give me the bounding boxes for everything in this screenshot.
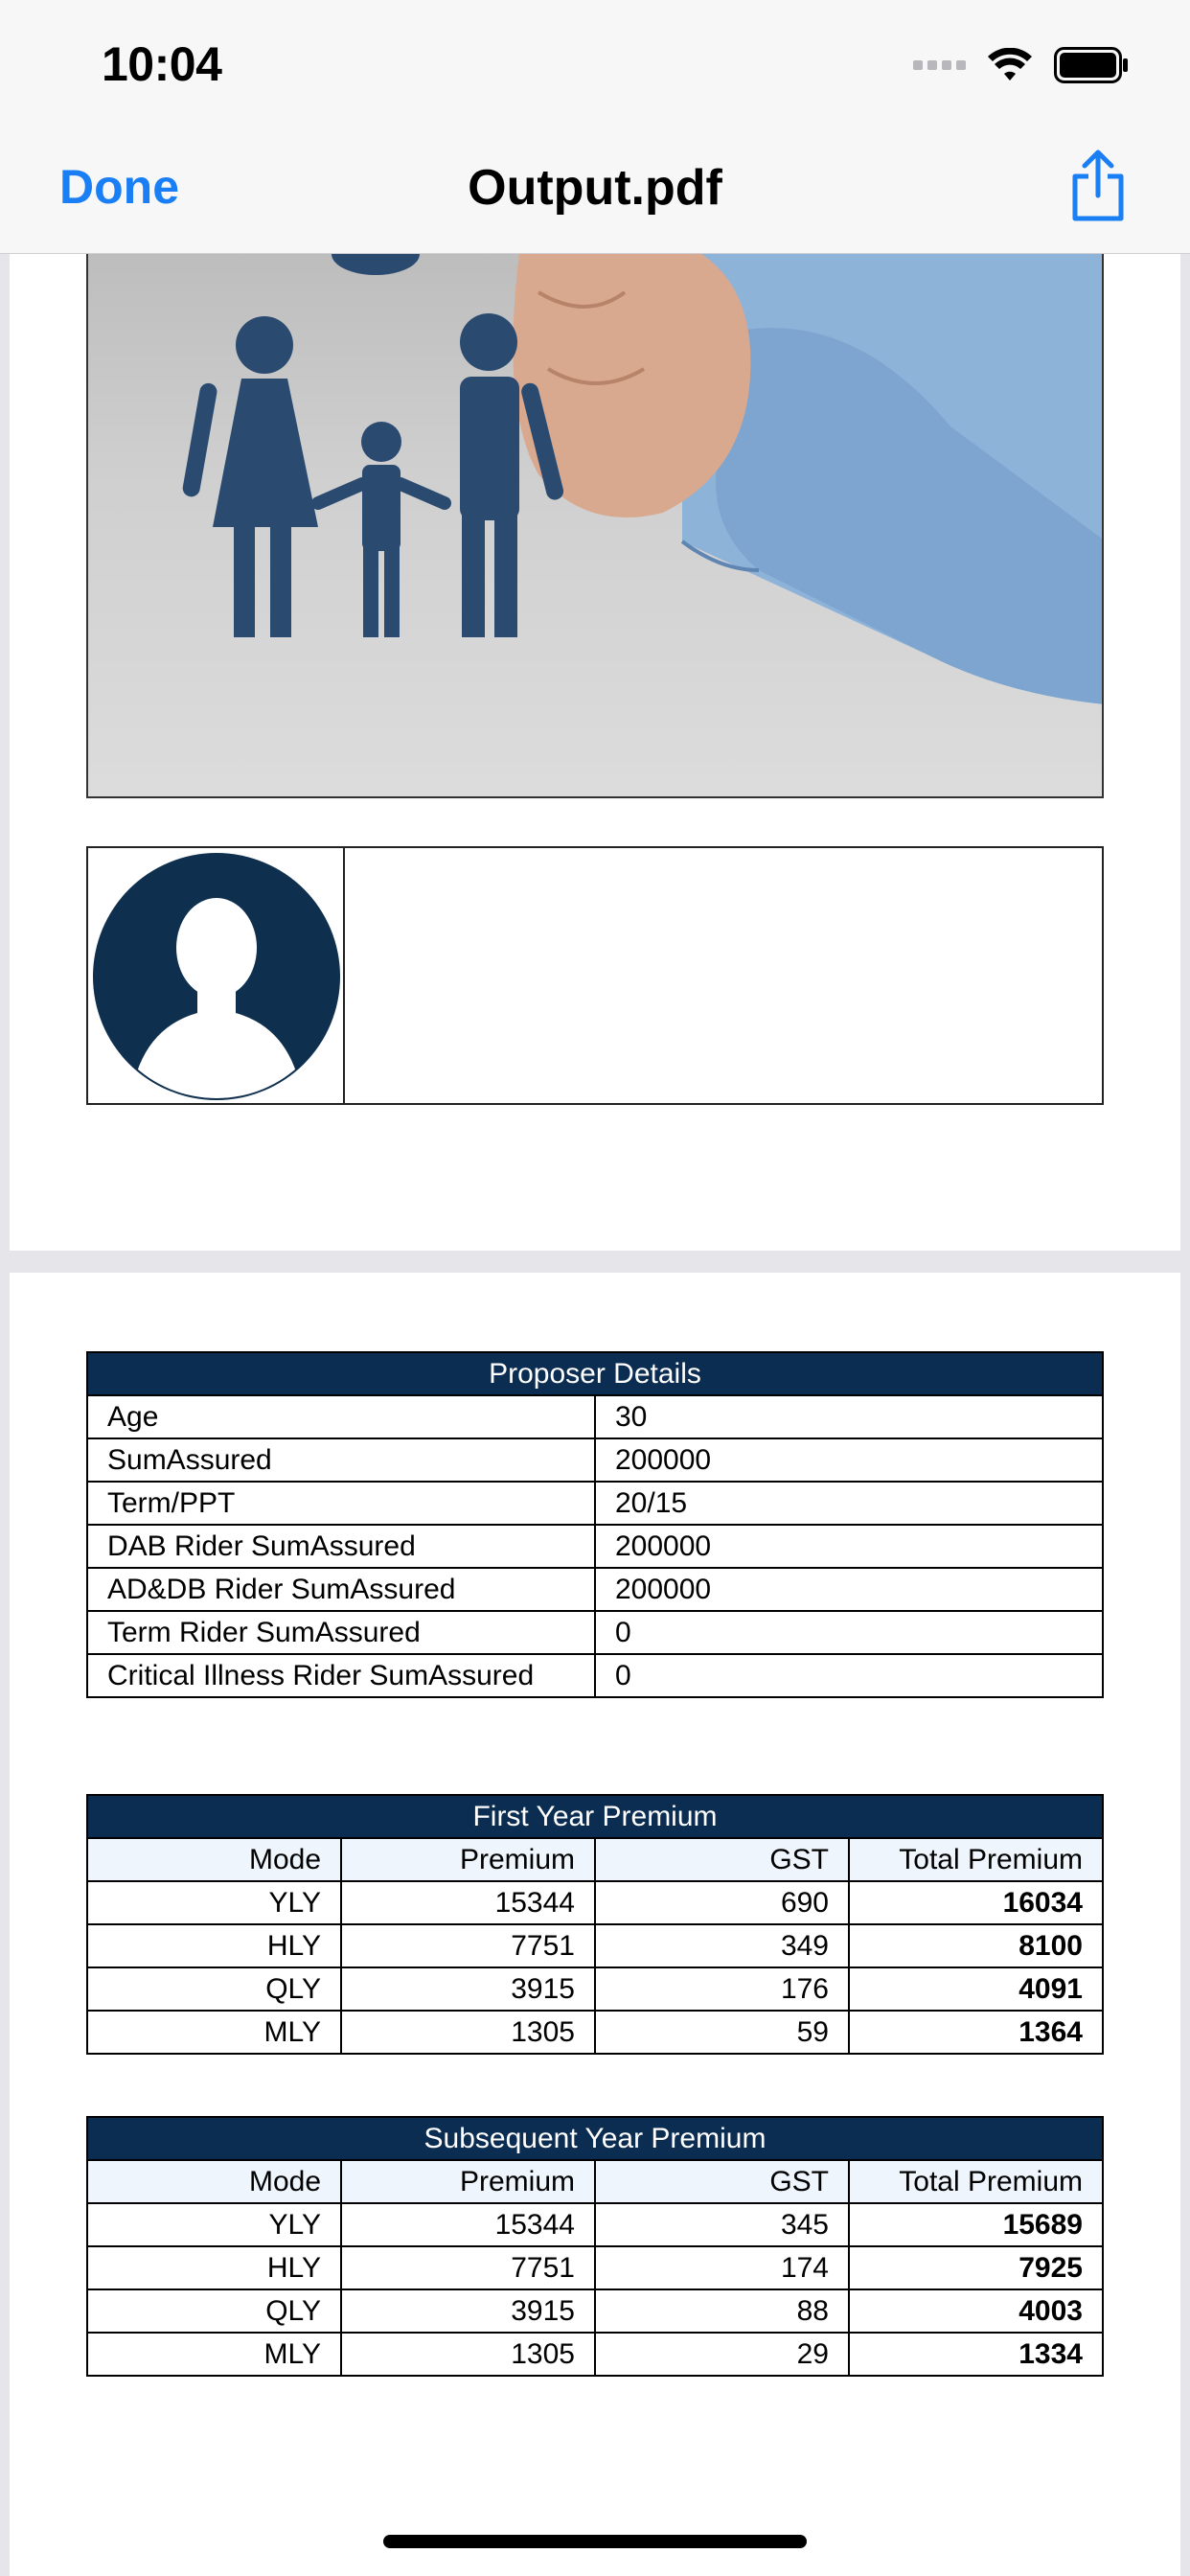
navigation-bar xyxy=(0,0,1190,254)
cell: 15344 xyxy=(341,2203,595,2246)
header-row xyxy=(87,1838,1103,1881)
table-row xyxy=(87,1525,1103,1568)
profile-box xyxy=(86,846,1104,1105)
profile-divider xyxy=(343,848,345,1103)
done-button[interactable]: Done xyxy=(59,160,179,214)
table-row xyxy=(87,2011,1103,2054)
battery-icon xyxy=(1054,47,1129,83)
table-row xyxy=(87,1568,1103,1611)
cell: 7751 xyxy=(341,2246,595,2289)
cell: 1334 xyxy=(849,2333,1103,2376)
col-header: GST xyxy=(595,1838,849,1881)
cell: HLY xyxy=(87,1924,341,1967)
subsequent-year-title: Subsequent Year Premium xyxy=(87,2117,1103,2160)
cell: 7751 xyxy=(341,1924,595,1967)
row-label: Age xyxy=(87,1395,595,1438)
status-icons xyxy=(913,46,1129,84)
row-value: 200000 xyxy=(595,1438,1103,1482)
cell: 88 xyxy=(595,2289,849,2333)
cell: 1305 xyxy=(341,2011,595,2054)
col-header: Mode xyxy=(87,1838,341,1881)
cell: 1305 xyxy=(341,2333,595,2376)
cell: HLY xyxy=(87,2246,341,2289)
cell: MLY xyxy=(87,2333,341,2376)
proposer-details-table xyxy=(86,1351,1104,1698)
table-row xyxy=(87,2333,1103,2376)
table-row xyxy=(87,2289,1103,2333)
cell: 4003 xyxy=(849,2289,1103,2333)
table-row xyxy=(87,1395,1103,1438)
pdf-page-1 xyxy=(10,254,1180,1251)
col-header: GST xyxy=(595,2160,849,2203)
table-row xyxy=(87,2246,1103,2289)
avatar xyxy=(92,852,341,1101)
col-header: Total Premium xyxy=(849,2160,1103,2203)
row-value: 0 xyxy=(595,1654,1103,1697)
cell: 4091 xyxy=(849,1967,1103,2011)
cell: 7925 xyxy=(849,2246,1103,2289)
row-value: 0 xyxy=(595,1611,1103,1654)
row-label: Term Rider SumAssured xyxy=(87,1611,595,1654)
cell: 176 xyxy=(595,1967,849,2011)
cell: 349 xyxy=(595,1924,849,1967)
row-label: SumAssured xyxy=(87,1438,595,1482)
first-year-title: First Year Premium xyxy=(87,1795,1103,1838)
cell: 1364 xyxy=(849,2011,1103,2054)
col-header: Premium xyxy=(341,1838,595,1881)
row-label: Term/PPT xyxy=(87,1482,595,1525)
row-value: 200000 xyxy=(595,1568,1103,1611)
col-header: Total Premium xyxy=(849,1838,1103,1881)
cell: 15689 xyxy=(849,2203,1103,2246)
cellular-signal-icon xyxy=(913,60,966,70)
cell: YLY xyxy=(87,1881,341,1924)
row-label: Critical Illness Rider SumAssured xyxy=(87,1654,595,1697)
home-indicator[interactable] xyxy=(383,2535,807,2548)
cell: 8100 xyxy=(849,1924,1103,1967)
row-label: DAB Rider SumAssured xyxy=(87,1525,595,1568)
proposer-title: Proposer Details xyxy=(87,1352,1103,1395)
table-row xyxy=(87,1967,1103,2011)
col-header: Mode xyxy=(87,2160,341,2203)
header-row xyxy=(87,2160,1103,2203)
cell: 345 xyxy=(595,2203,849,2246)
cell: 16034 xyxy=(849,1881,1103,1924)
cell: QLY xyxy=(87,1967,341,2011)
page-title: Output.pdf xyxy=(468,160,722,216)
row-value: 20/15 xyxy=(595,1482,1103,1525)
col-header: Premium xyxy=(341,2160,595,2203)
first-year-premium-table xyxy=(86,1794,1104,2055)
cell: 59 xyxy=(595,2011,849,2054)
family-hero-image xyxy=(86,254,1104,798)
cell: 15344 xyxy=(341,1881,595,1924)
wifi-icon xyxy=(987,48,1033,82)
cell: 3915 xyxy=(341,1967,595,2011)
cell: MLY xyxy=(87,2011,341,2054)
subsequent-year-premium-table xyxy=(86,2116,1104,2377)
status-time: 10:04 xyxy=(102,37,222,91)
table-row xyxy=(87,1438,1103,1482)
cell: YLY xyxy=(87,2203,341,2246)
table-row xyxy=(87,1482,1103,1525)
cell: 29 xyxy=(595,2333,849,2376)
row-value: 200000 xyxy=(595,1525,1103,1568)
table-row xyxy=(87,1611,1103,1654)
table-row xyxy=(87,1654,1103,1697)
table-row xyxy=(87,2203,1103,2246)
cell: 3915 xyxy=(341,2289,595,2333)
pdf-page-2 xyxy=(10,1273,1180,2576)
row-label: AD&DB Rider SumAssured xyxy=(87,1568,595,1611)
cell: 174 xyxy=(595,2246,849,2289)
cell: 690 xyxy=(595,1881,849,1924)
row-value: 30 xyxy=(595,1395,1103,1438)
share-icon[interactable] xyxy=(1067,150,1129,222)
cell: QLY xyxy=(87,2289,341,2333)
table-row xyxy=(87,1924,1103,1967)
table-row xyxy=(87,1881,1103,1924)
